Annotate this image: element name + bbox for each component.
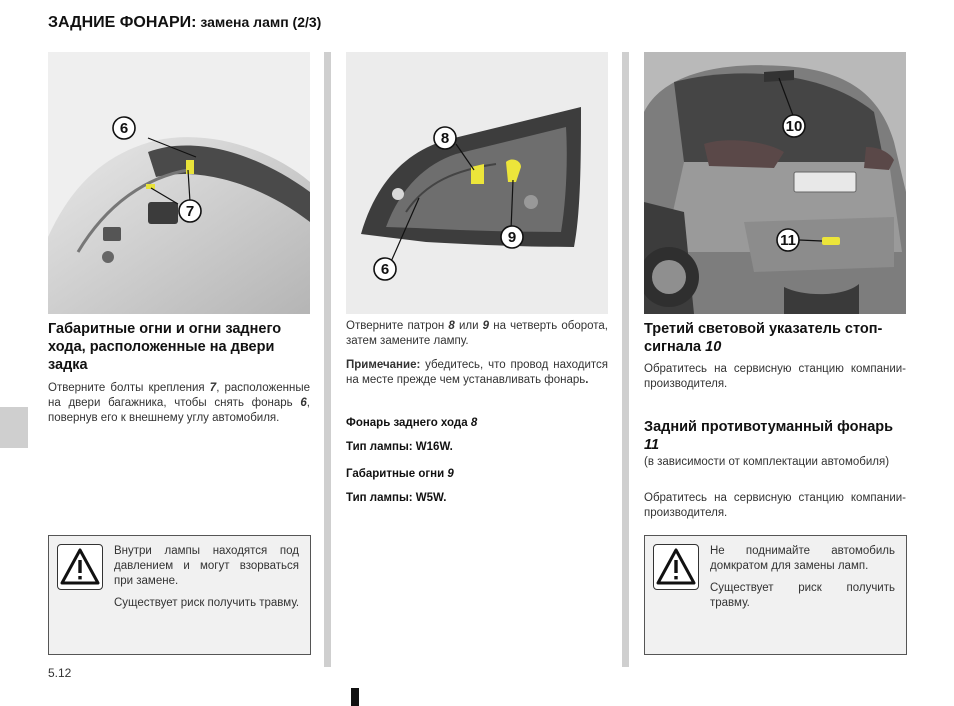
note-paragraph: Примечание: убедитесь, что провод находится на месте прежде чем устанавливать фонарь. bbox=[346, 359, 608, 386]
lamp-holder-instructions: Отверните патрон 8 или 9 на четверть оборота, затем замените лампу. bbox=[346, 320, 608, 347]
warning-triangle-icon bbox=[653, 544, 699, 590]
tailgate-photo bbox=[48, 52, 310, 314]
svg-text:6: 6 bbox=[119, 120, 129, 137]
spec-reverse-light-type: Тип лампы: W16W. bbox=[346, 441, 453, 453]
svg-text:6: 6 bbox=[380, 261, 390, 278]
warning-text-1: Внутри лампы находятся под давлением и могут взорваться при замене. bbox=[114, 545, 299, 587]
warning-text-2: Существует риск получить травму. bbox=[710, 582, 895, 609]
section-heading-third-brake-light: Третий световой указатель стоп-сигнала 10 bbox=[644, 321, 883, 355]
warning-triangle-icon bbox=[57, 544, 103, 590]
section-heading-tailgate-lights: Габаритные огни и огни заднего хода, расположенные на двери задка bbox=[48, 321, 282, 373]
callout-7 bbox=[179, 200, 201, 222]
callout-10 bbox=[783, 115, 805, 137]
svg-text:9: 9 bbox=[507, 229, 517, 246]
rear-fog-light-note: (в зависимости от комплектации автомобиля) bbox=[644, 456, 890, 468]
page-number: 5.12 bbox=[48, 666, 72, 680]
car-rear-photo bbox=[644, 52, 906, 314]
svg-text:10: 10 bbox=[785, 118, 803, 135]
callout-9 bbox=[501, 226, 523, 248]
warning-text-risk: Существует риск получить травму. bbox=[114, 597, 300, 609]
lamp-holder-photo bbox=[346, 52, 608, 314]
svg-text:11: 11 bbox=[780, 232, 796, 249]
column-divider-left bbox=[324, 52, 331, 667]
section-heading-rear-fog-light: Задний противотуманный фонарь 11 bbox=[644, 419, 894, 453]
spec-reverse-light-label: Фонарь заднего хода 8 bbox=[346, 417, 478, 429]
spec-side-light-type: Тип лампы: W5W. bbox=[346, 492, 447, 504]
warning-text-1: Не поднимайте автомобиль домкратом для замены ламп. bbox=[710, 545, 895, 572]
svg-text:8: 8 bbox=[440, 130, 450, 147]
third-brake-light-body: Обратитесь на сервисную станцию компании-производителя. bbox=[644, 363, 906, 390]
section-tab bbox=[0, 407, 28, 448]
spec-side-light-label: Габаритные огни 9 bbox=[346, 468, 454, 480]
callout-6-lamp bbox=[374, 258, 396, 280]
warning-box-pressure bbox=[48, 535, 311, 655]
warning-box-jack bbox=[644, 535, 907, 655]
page-title: ЗАДНИЕ ФОНАРИ: замена ламп (2/3) bbox=[48, 14, 322, 31]
callout-8 bbox=[434, 127, 456, 149]
tailgate-instructions: Отверните болты крепления 7, расположенные на двери багажника, чтобы снять фонарь 6, повернув его к внешнему углу автомобиля. bbox=[48, 382, 310, 424]
rear-fog-light-body: Обратитесь на сервисную станцию компании-производителя. bbox=[644, 492, 906, 519]
callout-6 bbox=[113, 117, 135, 139]
column-divider-right bbox=[622, 52, 629, 667]
svg-text:7: 7 bbox=[185, 203, 195, 220]
page-marker bbox=[351, 688, 359, 706]
callout-11 bbox=[777, 229, 799, 251]
